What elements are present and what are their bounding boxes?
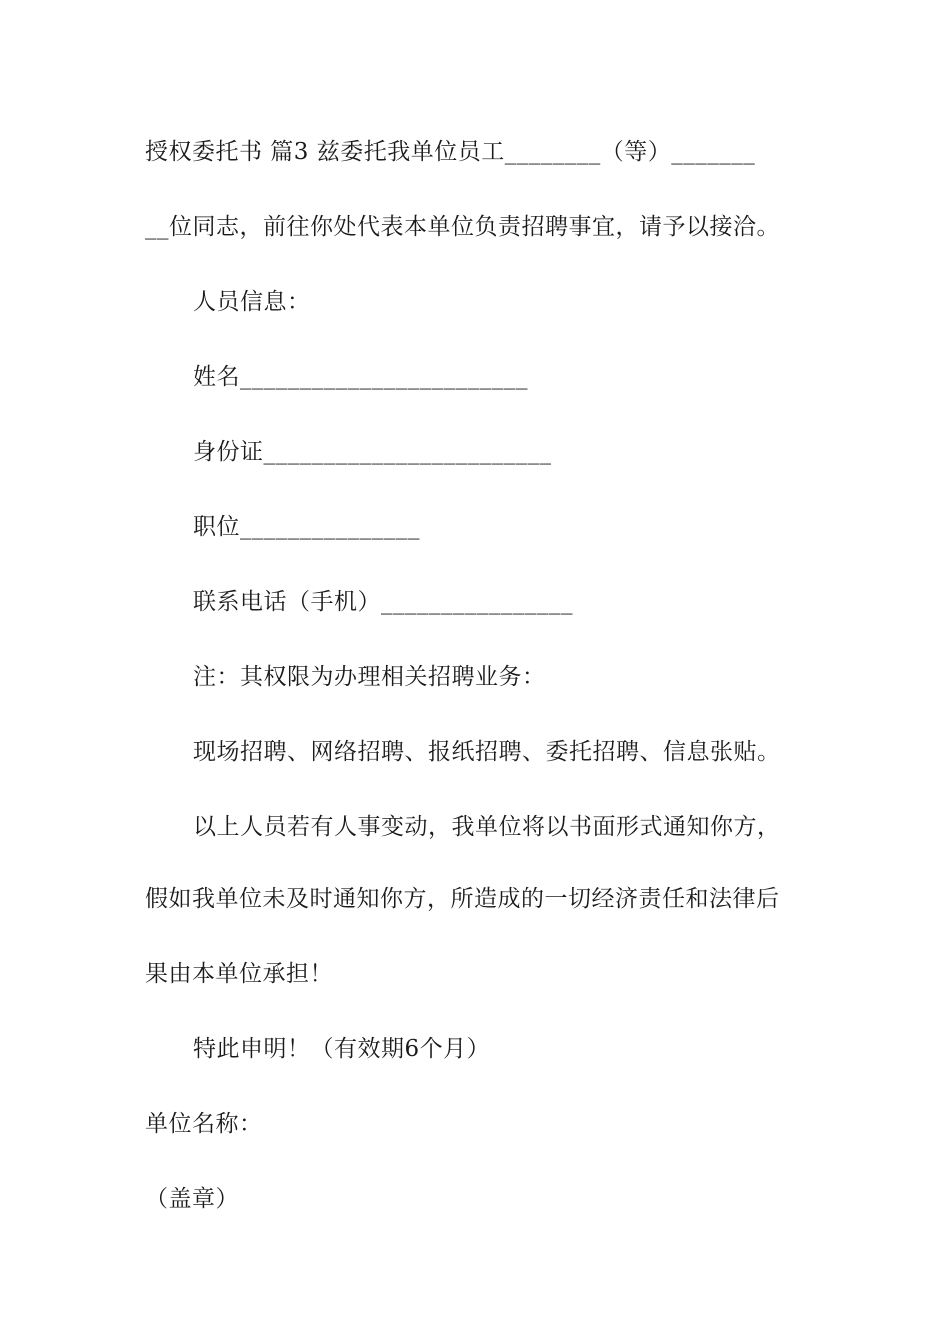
seal-label: （盖章）	[145, 1186, 239, 1212]
id-card-field: 身份证________________________	[193, 439, 552, 465]
title-line: 授权委托书 篇3 兹委托我单位员工________（等）_______	[145, 139, 756, 165]
body-line: 以上人员若有人事变动，我单位将以书面形式通知你方，	[193, 814, 781, 840]
position-field: 职位_______________	[193, 514, 420, 540]
body-line: 现场招聘、网络招聘、报纸招聘、委托招聘、信息张贴。	[193, 739, 781, 765]
name-field: 姓名________________________	[193, 364, 528, 390]
declaration-line: 特此申明！（有效期6个月）	[193, 1036, 491, 1062]
section-heading: 人员信息：	[193, 289, 311, 315]
body-line: 假如我单位未及时通知你方，所造成的一切经济责任和法律后	[145, 886, 780, 912]
organization-name-label: 单位名称：	[145, 1111, 263, 1137]
body-line: 果由本单位承担！	[145, 961, 333, 987]
phone-field: 联系电话（手机）________________	[193, 589, 573, 615]
body-line: __位同志，前往你处代表本单位负责招聘事宜，请予以接洽。	[145, 214, 780, 240]
note-line: 注：其权限为办理相关招聘业务：	[193, 664, 546, 690]
